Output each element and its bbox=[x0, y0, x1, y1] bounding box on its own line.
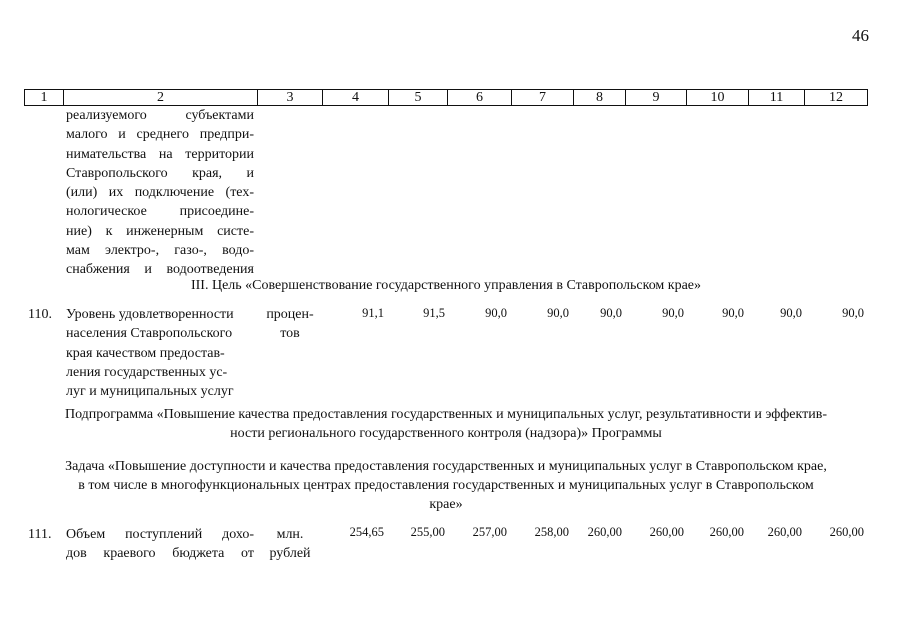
value-cell: 91,5 bbox=[423, 306, 445, 320]
value-cell: 257,00 bbox=[472, 525, 507, 539]
header-cell: 12 bbox=[804, 90, 867, 105]
value-cell: 90,0 bbox=[780, 306, 802, 320]
text-line: населения Ставропольского bbox=[66, 326, 233, 342]
header-cell: 6 bbox=[447, 90, 511, 105]
text-line: тов bbox=[280, 326, 300, 342]
unit bbox=[256, 305, 324, 344]
text-line: мам электро-, газо-, водо- bbox=[66, 243, 254, 259]
indicator-name bbox=[66, 305, 254, 401]
value-cell: 260,00 bbox=[587, 525, 622, 539]
task-heading bbox=[24, 457, 868, 514]
text-line: ние) к инженерным систе- bbox=[66, 223, 254, 239]
indicator-name bbox=[66, 525, 254, 564]
subprogram-heading bbox=[24, 405, 868, 443]
text-line: Ставропольского края, и bbox=[66, 165, 254, 181]
value-cell: 260,00 bbox=[649, 525, 684, 539]
header-cell: 10 bbox=[686, 90, 748, 105]
header-cell: 4 bbox=[322, 90, 388, 105]
text-line: (или) их подключение (тех- bbox=[66, 185, 254, 201]
value-cell: 260,00 bbox=[709, 525, 744, 539]
table-header-row bbox=[24, 89, 868, 106]
value-cell: 90,0 bbox=[547, 306, 569, 320]
value-cell: 260,00 bbox=[767, 525, 802, 539]
text-line: ления государственных ус- bbox=[66, 364, 228, 380]
text-line: в том числе в многофункциональных центрах предоставления государственных и муниципальных услуг в Ставропольском bbox=[78, 478, 814, 493]
text-line: малого и среднего предпри- bbox=[66, 127, 254, 143]
value-cell: 255,00 bbox=[410, 525, 445, 539]
value-cell: 90,0 bbox=[662, 306, 684, 320]
page-number: 46 bbox=[852, 26, 869, 45]
goal-heading: III. Цель «Совершенствование государственного управления в Ставропольском крае» bbox=[190, 278, 702, 293]
text-line: Подпрограмма «Повышение качества предоставления государственных и муниципальных услуг, результативности и эффектив- bbox=[64, 407, 828, 422]
header-cell: 2 bbox=[63, 90, 257, 105]
row-number: 111. bbox=[28, 527, 52, 542]
header-cell: 1 bbox=[40, 90, 48, 105]
value-cell: 260,00 bbox=[829, 525, 864, 539]
text-line: дов краевого бюджета от bbox=[66, 546, 254, 562]
header-cell: 8 bbox=[573, 90, 625, 105]
text-line: Уровень удовлетворенности bbox=[66, 307, 234, 322]
text-line: млн. bbox=[276, 527, 304, 542]
text-line: нимательства на территории bbox=[66, 146, 254, 162]
header-cell: 9 bbox=[625, 90, 686, 105]
text-line: Объем поступлений дохо- bbox=[66, 527, 254, 542]
value-cell: 90,0 bbox=[722, 306, 744, 320]
value-cell: 254,65 bbox=[349, 525, 384, 539]
text-line: ности регионального государственного контроля (надзора)» Программы bbox=[230, 426, 662, 441]
value-cell: 90,0 bbox=[600, 306, 622, 320]
header-cell: 5 bbox=[388, 90, 447, 105]
header-cell: 3 bbox=[257, 90, 322, 105]
text-line: снабжения и водоотведения bbox=[66, 262, 254, 278]
text-line: края качеством предостав- bbox=[66, 345, 225, 361]
text-line: процен- bbox=[266, 307, 314, 322]
unit bbox=[256, 525, 324, 564]
row-number: 110. bbox=[28, 307, 52, 322]
header-cell: 11 bbox=[748, 90, 804, 105]
value-cell: 91,1 bbox=[362, 306, 384, 320]
value-cell: 90,0 bbox=[485, 306, 507, 320]
text-line: Задача «Повышение доступности и качества предоставления государственных и муниципальных услуг в Ставропольском крае, bbox=[65, 459, 827, 474]
text-line: луг и муниципальных услуг bbox=[66, 384, 234, 400]
text-line: нологическое присоедине- bbox=[66, 204, 254, 220]
text-line: реализуемого субъектами bbox=[66, 108, 254, 123]
continuation-text bbox=[66, 106, 254, 280]
text-line: крае» bbox=[429, 497, 463, 512]
value-cell: 258,00 bbox=[534, 525, 569, 539]
text-line: рублей bbox=[269, 546, 311, 562]
header-cell: 7 bbox=[511, 90, 573, 105]
value-cell: 90,0 bbox=[842, 306, 864, 320]
